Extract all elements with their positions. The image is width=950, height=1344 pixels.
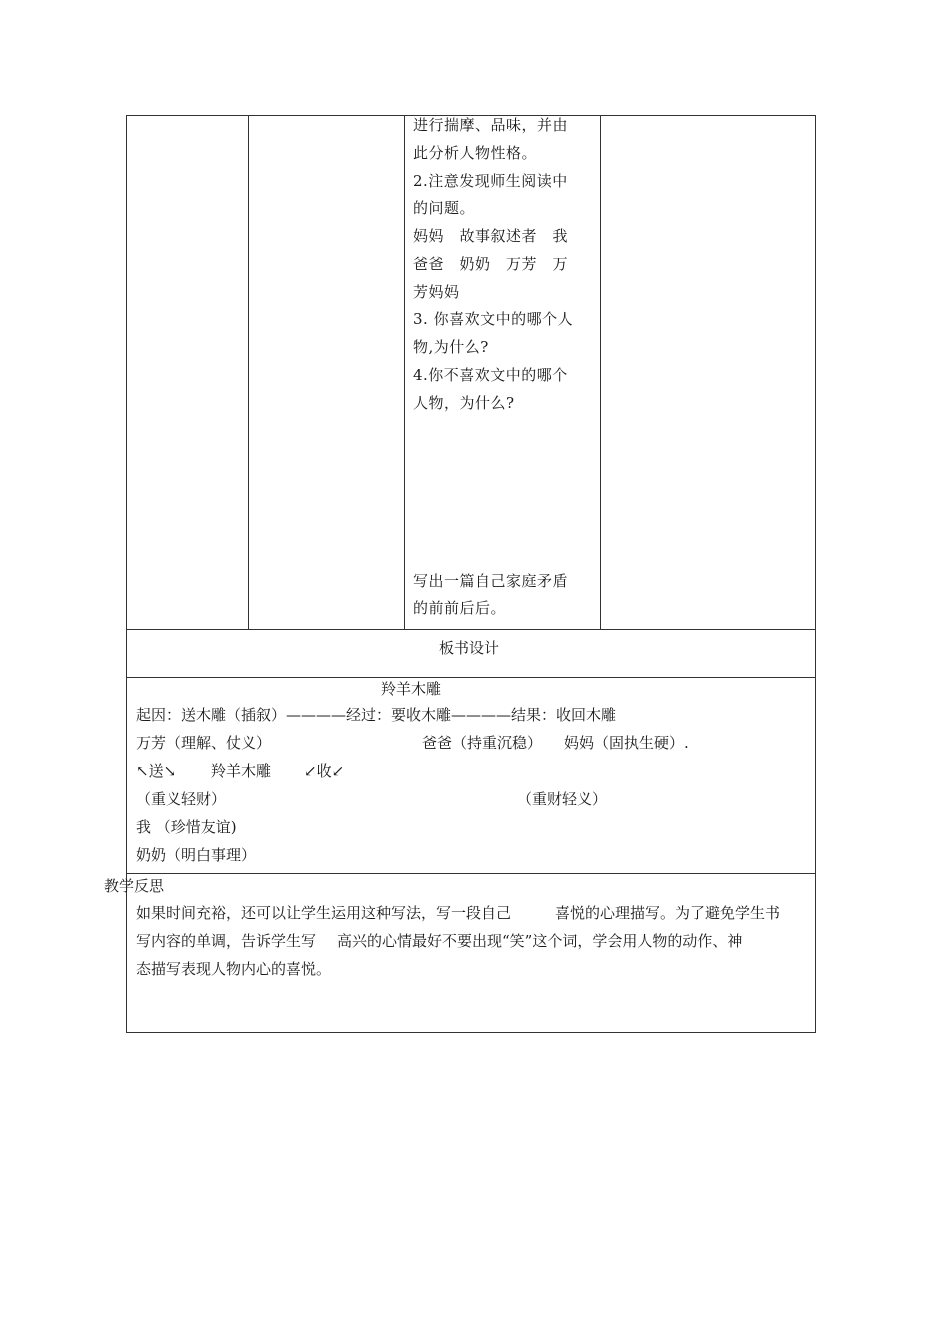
board-line: 奶奶（明白事理）: [136, 846, 257, 864]
board-line: 羚羊木雕: [211, 762, 272, 780]
col-divider-2: [404, 115, 405, 629]
step-line: 人物，为什么?: [413, 394, 515, 412]
board-heading: 板书设计: [439, 639, 500, 657]
col-divider-1: [248, 115, 249, 629]
step-line: 爸爸 奶奶 万芳 万: [413, 255, 569, 273]
reflection-line: 态描写表现人物内心的喜悦。: [136, 960, 332, 978]
step-line: 进行揣摩、品味，并由: [413, 116, 569, 134]
board-line: ↙收↙: [304, 762, 345, 780]
step-line: 物,为什么?: [413, 338, 489, 356]
board-line: 起因：送木雕（插叙）————经过：要收木雕————结果：收回木雕: [136, 706, 617, 724]
board-line: ↖送↘: [136, 762, 177, 780]
row-divider-2: [126, 677, 816, 678]
board-line: （重义轻财）: [136, 790, 227, 808]
homework-line: 的前前后后。: [413, 599, 507, 617]
step-line: 2.注意发现师生阅读中: [413, 172, 568, 190]
homework-line: 写出一篇自己家庭矛盾: [413, 572, 569, 590]
board-line: 爸爸（持重沉稳）: [422, 734, 543, 752]
table-right-border: [815, 115, 816, 1032]
step-line: 3. 你喜欢文中的哪个人: [413, 310, 574, 328]
table-bottom-border: [126, 1032, 816, 1033]
step-line: 此分析人物性格。: [413, 144, 538, 162]
step-line: 的问题。: [413, 199, 476, 217]
row-divider-1: [126, 629, 816, 630]
reflection-line: 喜悦的心理描写。为了避免学生书: [555, 904, 781, 922]
board-line: 我 （珍惜友谊): [136, 818, 237, 836]
step-line: 妈妈 故事叙述者 我: [413, 227, 569, 245]
reflection-line: 写内容的单调，告诉学生写: [136, 932, 317, 950]
reflection-line: 如果时间充裕，还可以让学生运用这种写法，写一段自己: [136, 904, 512, 922]
board-line: （重财轻义）: [517, 790, 608, 808]
row-divider-3: [126, 873, 816, 874]
board-line: 万芳（理解、仗义）: [136, 734, 272, 752]
reflection-line: 高兴的心情最好不要出现“笑”这个词，学会用人物的动作、神: [337, 932, 743, 950]
reflection-label: 教学反思: [104, 877, 165, 895]
step-line: 芳妈妈: [413, 283, 460, 301]
board-line: 妈妈（固执生硬）.: [564, 734, 689, 752]
col-divider-3: [600, 115, 601, 629]
step-line: 4.你不喜欢文中的哪个: [413, 366, 568, 384]
board-title: 羚羊木雕: [381, 680, 442, 698]
